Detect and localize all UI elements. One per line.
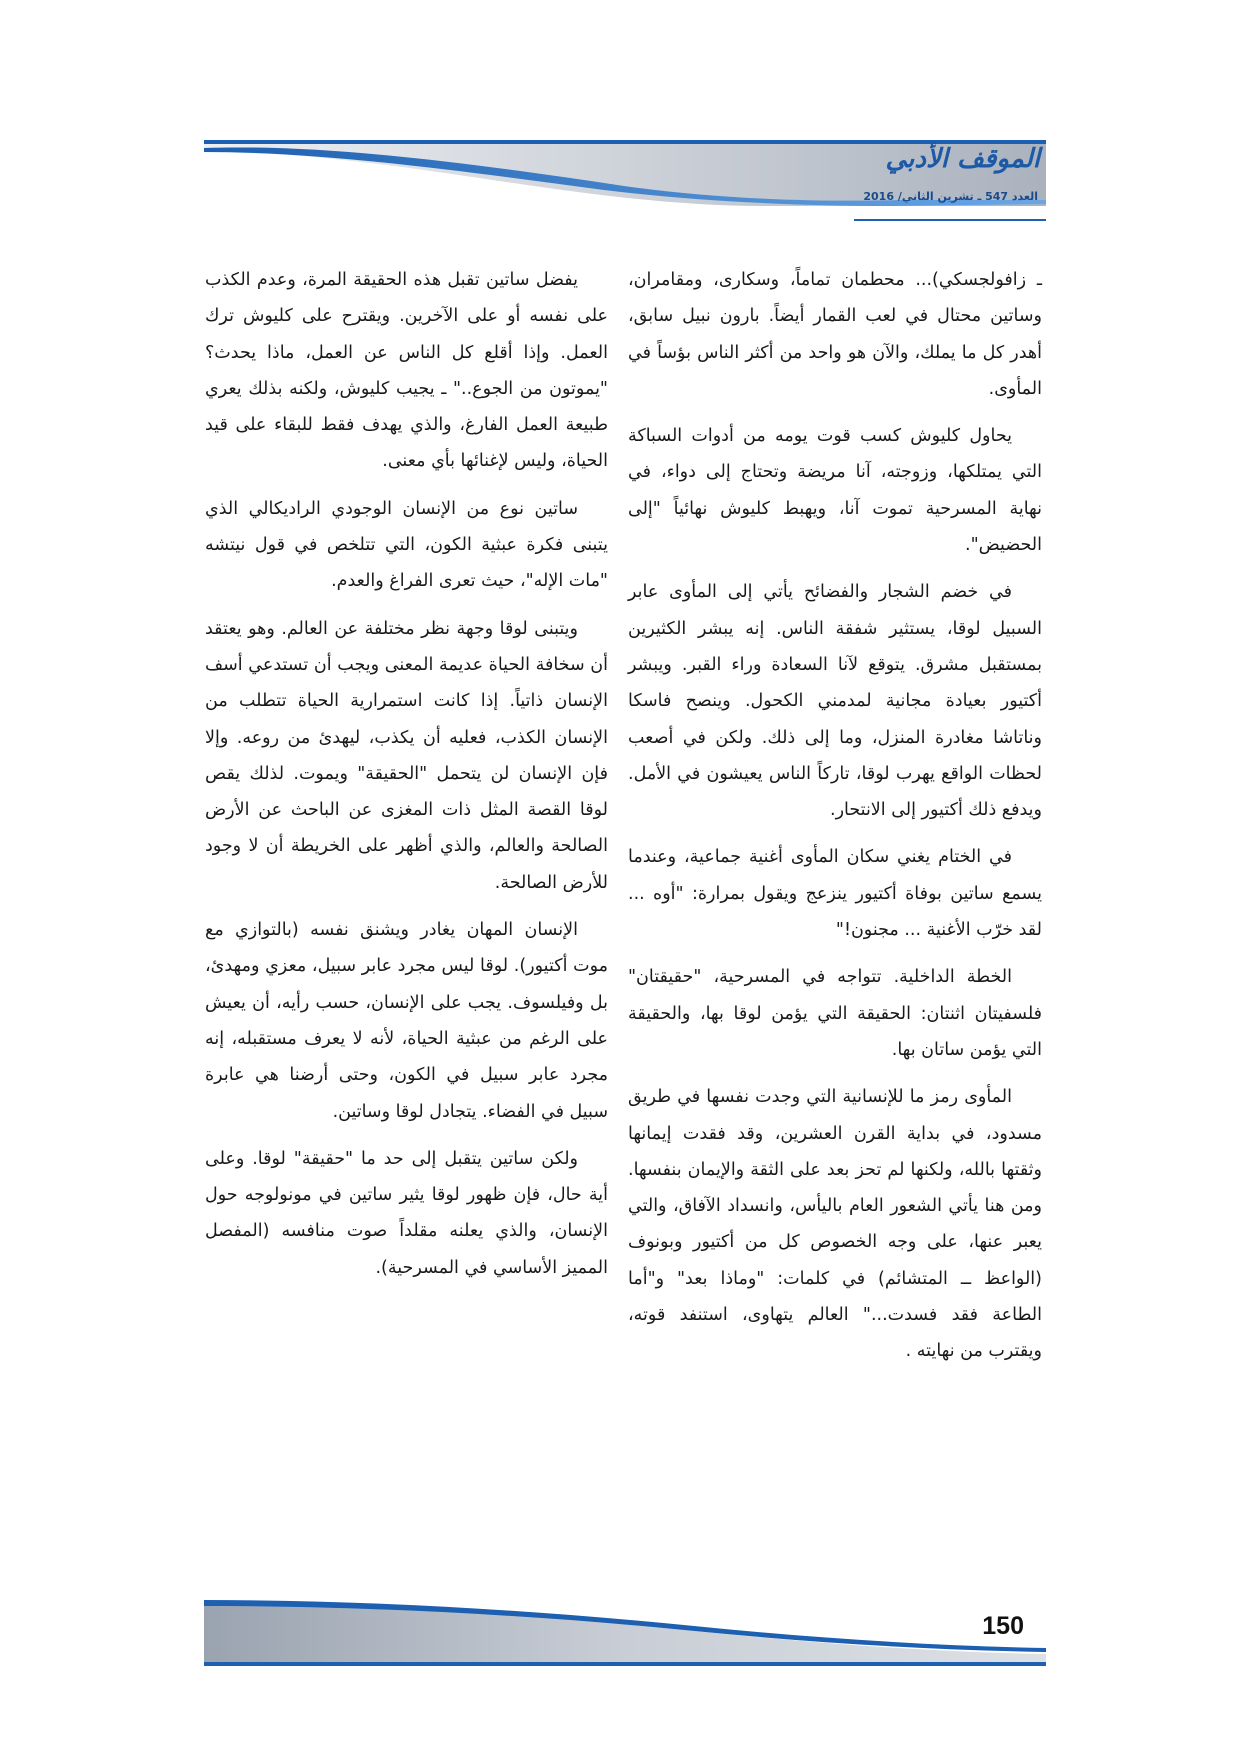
magazine-logo: الموقف الأدبي (885, 144, 1040, 174)
paragraph: يحاول كليوش كسب قوت يومه من أدوات السباكة التي يمتلكها، وزوجته، آنا مريضة وتحتاج إلى دواء، في نهاية المسرحية تموت آنا، ويهبط كليوش نهائياً "إلى الحضيض". (628, 426, 1042, 556)
paragraph: الإنسان المهان يغادر ويشنق نفسه (بالتوازي مع موت أكتيور). لوقا ليس مجرد عابر سبيل، معزي ومهدئ، بل وفيلسوف. يجب على الإنسان، حسب رأيه، أن يعيش على الرغم من عبثية الحياة، لأنه لا يعرف مستقبله، إنه مجرد عابر سبيل في الكون، وحتى أرضنا هي عابرة سبيل في الفضاء. يتجادل لوقا وساتين. (205, 920, 608, 1122)
paragraph: يفضل ساتين تقبل هذه الحقيقة المرة، وعدم الكذب على نفسه أو على الآخرين. ويقترح على كليوش ترك العمل. وإذا أقلع كل الناس عن العمل، ماذا يحدث؟ "يموتون من الجوع.." ـ يجيب كليوش، ولكنه بذلك يعري طبيعة العمل الفارغ، والذي يهدف فقط للبقاء على قيد الحياة، وليس لإغنائها بأي معنى. (205, 270, 608, 472)
paragraph: في الختام يغني سكان المأوى أغنية جماعية، وعندما يسمع ساتين بوفاة أكتيور ينزعج ويقول بمرارة: "أوه ... لقد خرّب الأغنية ... مجنون!" (628, 847, 1042, 941)
paragraph: ولكن ساتين يتقبل إلى حد ما "حقيقة" لوقا. وعلى أية حال، فإن ظهور لوقا يثير ساتين في مونولوجه حول الإنسان، والذي يعلنه مقلداً صوت منافسه (المفصل المميز الأساسي في المسرحية). (205, 1148, 608, 1278)
paragraph: في خضم الشجار والفضائح يأتي إلى المأوى عابر السبيل لوقا، يستثير شفقة الناس. إنه يبشر الكثيرين بمستقبل مشرق. يتوقع لآنا السعادة وراء القبر. ويبشر أكتيور بعيادة مجانية لمدمني الكحول. وينصح فاسكا وناتاشا مغادرة المنزل، وما إلى ذلك. ولكن في أصعب لحظات الواقع يهرب لوقا، تاركاً الناس يعيشون في الأمل. ويدفع ذلك أكتيور إلى الانتحار. (628, 582, 1042, 821)
footer-swoosh-graphic (204, 1600, 1046, 1666)
paragraph: المأوى رمز ما للإنسانية التي وجدت نفسها في طريق مسدود، في بداية القرن العشرين، وقد فقدت إيمانها وثقتها بالله، ولكنها لم تحز بعد على الثقة والإيمان بنفسها. ومن هنا يأتي الشعور العام باليأس، وانسداد الآفاق، والتي يعبر عنها، على وجه الخصوص كل من أكتيور وبونوف (الواعظ ــ المتشائم) في كلمات: "وماذا بعد" و"أما الطاعة فقد فسدت..." العالم يتهاوى، استنفد قوته، ويقترب من نهايته . (628, 1087, 1042, 1362)
page-footer (204, 1600, 1046, 1666)
paragraph: ساتين نوع من الإنسان الوجودي الراديكالي الذي يتبنى فكرة عبثية الكون، التي تتلخص في قول نيتشه "مات الإله"، حيث تعرى الفراغ والعدم. (205, 498, 608, 592)
right-text-column (628, 262, 1042, 1381)
paragraph: ـ زافولجسكي)... محطمان تماماً، وسكارى، ومقامران، وساتين محتال في لعب القمار أيضاً. بارون نبيل سابق، أهدر كل ما يملك، والآن هو واحد من أكثر الناس بؤساً في المأوى. (628, 270, 1042, 399)
paragraph: ويتبنى لوقا وجهة نظر مختلفة عن العالم. وهو يعتقد أن سخافة الحياة عديمة المعنى ويجب أن تستدعي أسف الإنسان ذاتياً. إذا كانت استمرارية الحياة تتطلب من الإنسان الكذب، فعليه أن يكذب، ليهدئ من روعه. وإلا فإن الإنسان لن يتحمل "الحقيقة" ويموت. لذلك يقص لوقا القصة المثل ذات المغزى عن الباحث عن الأرض الصالحة والعالم، والذي أظهر على الخريطة أن لا وجود للأرض الصالحة. (205, 618, 608, 893)
left-text-column (205, 262, 608, 1297)
issue-info: العدد 547 ـ تشرين الثاني/ 2016 (863, 190, 1038, 203)
paragraph: الخطة الداخلية. تتواجه في المسرحية، "حقيقتان" فلسفيتان اثنتان: الحقيقة التي يؤمن لوقا بها، والحقيقة التي يؤمن ساتان بها. (628, 967, 1042, 1060)
page-header (204, 140, 1046, 222)
page-number: 150 (982, 1612, 1024, 1640)
